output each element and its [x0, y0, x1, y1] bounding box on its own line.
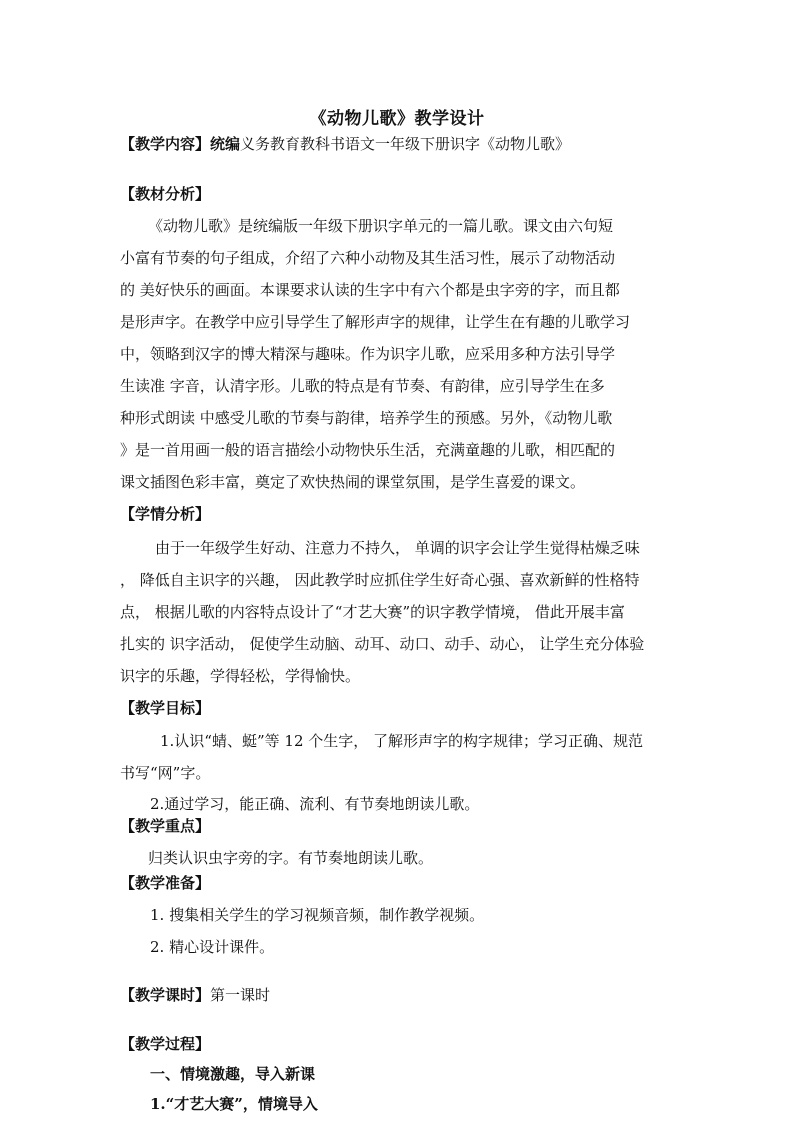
preparation-heading: 【教学准备】 — [120, 874, 211, 892]
class-hours-line — [120, 985, 270, 1005]
textbook-analysis-line: 生读准 字音，认清字形。儿歌的特点是有节奏、有韵律，应引导学生在多 — [120, 377, 605, 395]
class-hours-text: 第一课时 — [210, 986, 271, 1004]
textbook-analysis-heading: 【教材分析】 — [120, 185, 211, 203]
process-section-title: 一、情境激趣，导入新课 — [150, 1065, 316, 1083]
key-points-text: 归类认识虫字旁的字。有节奏地朗读儿歌。 — [148, 849, 434, 867]
preparation-line: 1. 搜集相关学生的学习视频音频，制作教学视频。 — [150, 906, 485, 924]
textbook-analysis-line: 种形式朗读 中感受儿歌的节奏与韵律，培养学生的预感。另外，《动物儿歌 — [120, 409, 613, 427]
key-points-heading: 【教学重点】 — [120, 817, 211, 835]
student-analysis-line: 点， 根据儿歌的内容特点设计了“才艺大赛”的识字教学情境， 借此开展丰富 — [120, 603, 625, 621]
student-analysis-line: 由于一年级学生好动、注意力不持久， 单调的识字会让学生觉得枯燥乏味 — [155, 539, 640, 557]
process-item: 1.“才艺大赛”，情境导入 — [150, 1095, 318, 1113]
content-text: 义务教育教科书语文一年级下册识字《动物儿歌》 — [240, 135, 571, 153]
textbook-analysis-line: 中，领略到汉字的博大精深与趣味。作为识字儿歌，应采用多种方法引导学 — [120, 345, 616, 363]
textbook-analysis-line: 》是一首用画一般的语言描绘小动物快乐生活，充满童趣的儿歌，相匹配的 — [120, 441, 616, 459]
student-analysis-line: ， 降低自主识字的兴趣， 因此教学时应抓住学生好奇心强、喜欢新鲜的性格特 — [120, 571, 640, 589]
student-analysis-line: 扎实的 识字活动， 促使学生动脑、动耳、动口、动手、动心， 让学生充分体验 — [120, 635, 645, 653]
goals-heading: 【教学目标】 — [120, 699, 211, 717]
textbook-analysis-line: 的 美好快乐的画面。本课要求认读的生字中有六个都是虫字旁的字，而且都 — [120, 281, 620, 299]
student-analysis-heading: 【学情分析】 — [120, 505, 211, 523]
document-title: 《动物儿歌》教学设计 — [309, 109, 485, 129]
content-prefix: 统编 — [210, 135, 241, 153]
textbook-analysis-line: 《动物儿歌》是统编版一年级下册识字单元的一篇儿歌。课文由六句短 — [148, 217, 614, 235]
process-heading: 【教学过程】 — [120, 1035, 211, 1053]
textbook-analysis-line: 是形声字。在教学中应引导学生了解形声字的规律，让学生在有趣的儿歌学习 — [120, 313, 631, 331]
class-hours-heading: 【教学课时】 — [120, 986, 211, 1004]
goals-line: 1.认识“蜻、蜓”等 12 个生字， 了解形声字的构字规律；学习正确、规范 — [160, 732, 644, 750]
content-line — [120, 134, 570, 154]
preparation-line: 2. 精心设计课件。 — [150, 938, 275, 956]
textbook-analysis-line: 课文插图色彩丰富，奠定了欢快热闹的课堂氛围，是学生喜爱的课文。 — [120, 473, 586, 491]
student-analysis-line: 识字的乐趣，学得轻松，学得愉快。 — [120, 667, 361, 685]
content-label: 【教学内容】 — [120, 135, 211, 153]
goals-line: 书写“网”字。 — [120, 764, 211, 782]
textbook-analysis-line: 小富有节奏的句子组成，介绍了六种小动物及其生活习性，展示了动物活动 — [120, 249, 616, 267]
goals-line: 2.通过学习，能正确、流利、有节奏地朗读儿歌。 — [150, 795, 480, 813]
